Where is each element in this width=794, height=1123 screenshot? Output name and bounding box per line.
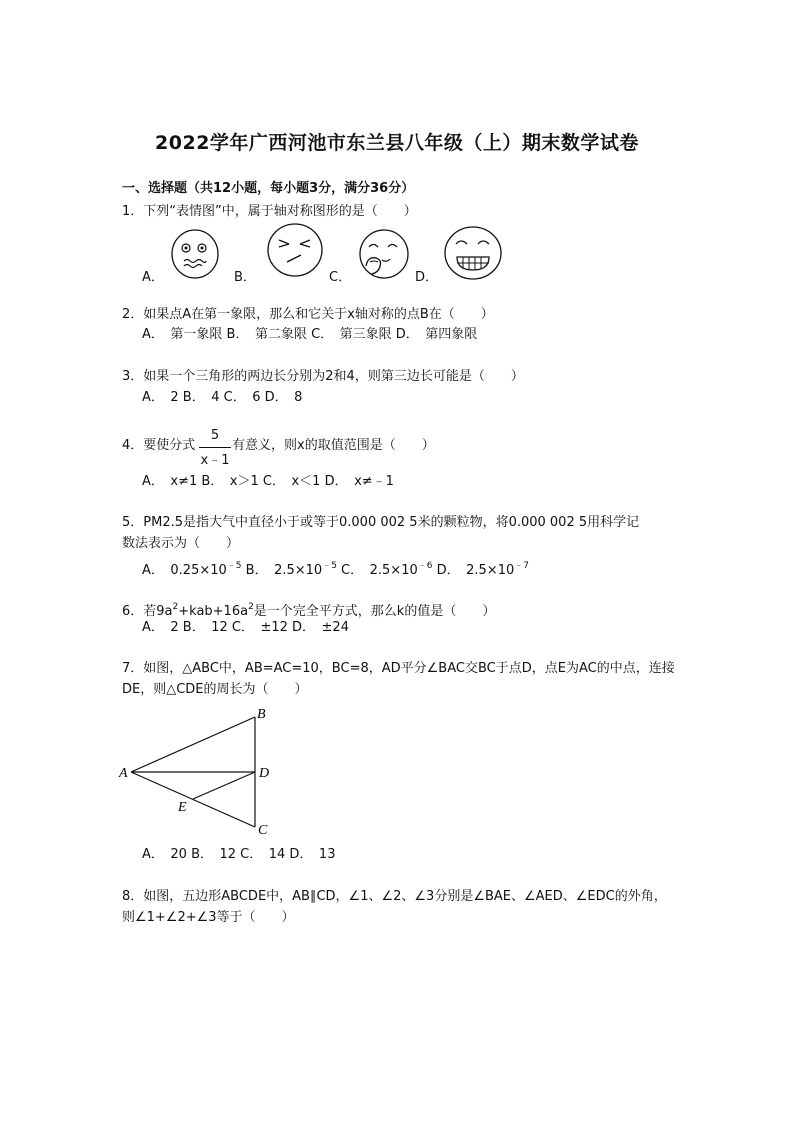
page-title: 2022学年广西河池市东兰县八年级（上）期末数学试卷 <box>155 132 639 154</box>
q1-option-a-label: A． <box>142 270 164 285</box>
q5-option-b: B． 2.5×10 <box>241 563 323 578</box>
q6-exponent-1: 2 <box>172 602 179 612</box>
q5-option-c: C． 2.5×10 <box>336 563 418 578</box>
question-4-options: A． x≠1 B． x＞1 C． x＜1 D． x≠﹣1 <box>142 474 394 489</box>
question-5-stem-line1: 5．PM2.5是指大气中直径小于或等于0.000 002 5米的颗粒物，将0.000 002 5用科学记 <box>122 515 640 530</box>
question-4-stem-suffix: 有意义，则x的取值范围是（ ） <box>232 438 435 453</box>
segment-ab <box>131 717 255 772</box>
vertex-label-d: D <box>259 766 270 781</box>
vertex-label-b: B <box>257 707 266 722</box>
q6-exponent-2: 2 <box>248 602 254 612</box>
question-3-stem: 3．如果一个三角形的两边长分别为2和4，则第三边长可能是（ ） <box>122 369 524 384</box>
question-7-stem-line2: DE，则△CDE的周长为（ ） <box>122 682 308 697</box>
vertex-label-a: A <box>119 766 128 781</box>
section-heading: 一、选择题（共12小题，每小题3分，满分36分） <box>122 181 415 196</box>
question-7-stem-line1: 7．如图，△ABC中，AB=AC=10，BC=8，AD平分∠BAC交BC于点D，点E为AC的中点，连接 <box>122 661 675 676</box>
question-1-stem: 1．下列“表情图”中，属于轴对称图形的是（ ） <box>122 204 417 219</box>
vertex-label-c: C <box>258 823 268 838</box>
segment-de <box>193 772 255 799</box>
q1-option-d-label: D． <box>415 270 439 285</box>
question-5-stem-line2: 数法表示为（ ） <box>122 536 240 551</box>
fraction-denominator: x﹣1 <box>200 453 230 468</box>
question-4-stem-prefix: 4．要使分式 <box>122 438 196 453</box>
question-8-stem-line2: 则∠1+∠2+∠3等于（ ） <box>122 910 295 925</box>
q6-stem-part-b: +kab+16a <box>178 604 249 619</box>
q5-option-a-exponent: ﹣5 <box>226 561 242 571</box>
fraction-numerator: 5 <box>210 428 220 443</box>
q5-option-b-exponent: ﹣5 <box>322 561 337 571</box>
question-8-stem-line1: 8．如图，五边形ABCDE中，AB∥CD，∠1、∠2、∠3分别是∠BAE、∠AED、∠EDC的外角， <box>122 889 667 904</box>
question-3-options: A． 2 B． 4 C． 6 D． 8 <box>142 390 303 405</box>
q5-option-d: D． 2.5×10 <box>432 563 515 578</box>
q6-stem-part-a: 6．若9a <box>122 604 173 619</box>
question-7-options: A． 20 B． 12 C． 14 D． 13 <box>142 847 336 862</box>
question-2-stem: 2．如果点A在第一象限，那么和它关于x轴对称的点B在（ ） <box>122 307 494 322</box>
q1-option-c-label: C． <box>329 270 352 285</box>
question-2-options: A． 第一象限 B． 第二象限 C． 第三象限 D． 第四象限 <box>142 327 478 342</box>
q5-option-a: A． 0.25×10 <box>142 563 227 578</box>
q5-option-c-exponent: ﹣6 <box>417 561 433 571</box>
q6-stem-part-c: 是一个完全平方式，那么k的值是（ ） <box>253 604 496 619</box>
q1-option-b-label: B． <box>234 270 256 285</box>
question-6-options: A． 2 B． 12 C． ±12 D． ±24 <box>142 620 349 635</box>
q5-option-d-exponent: ﹣7 <box>514 561 529 571</box>
vertex-label-e: E <box>178 800 187 815</box>
